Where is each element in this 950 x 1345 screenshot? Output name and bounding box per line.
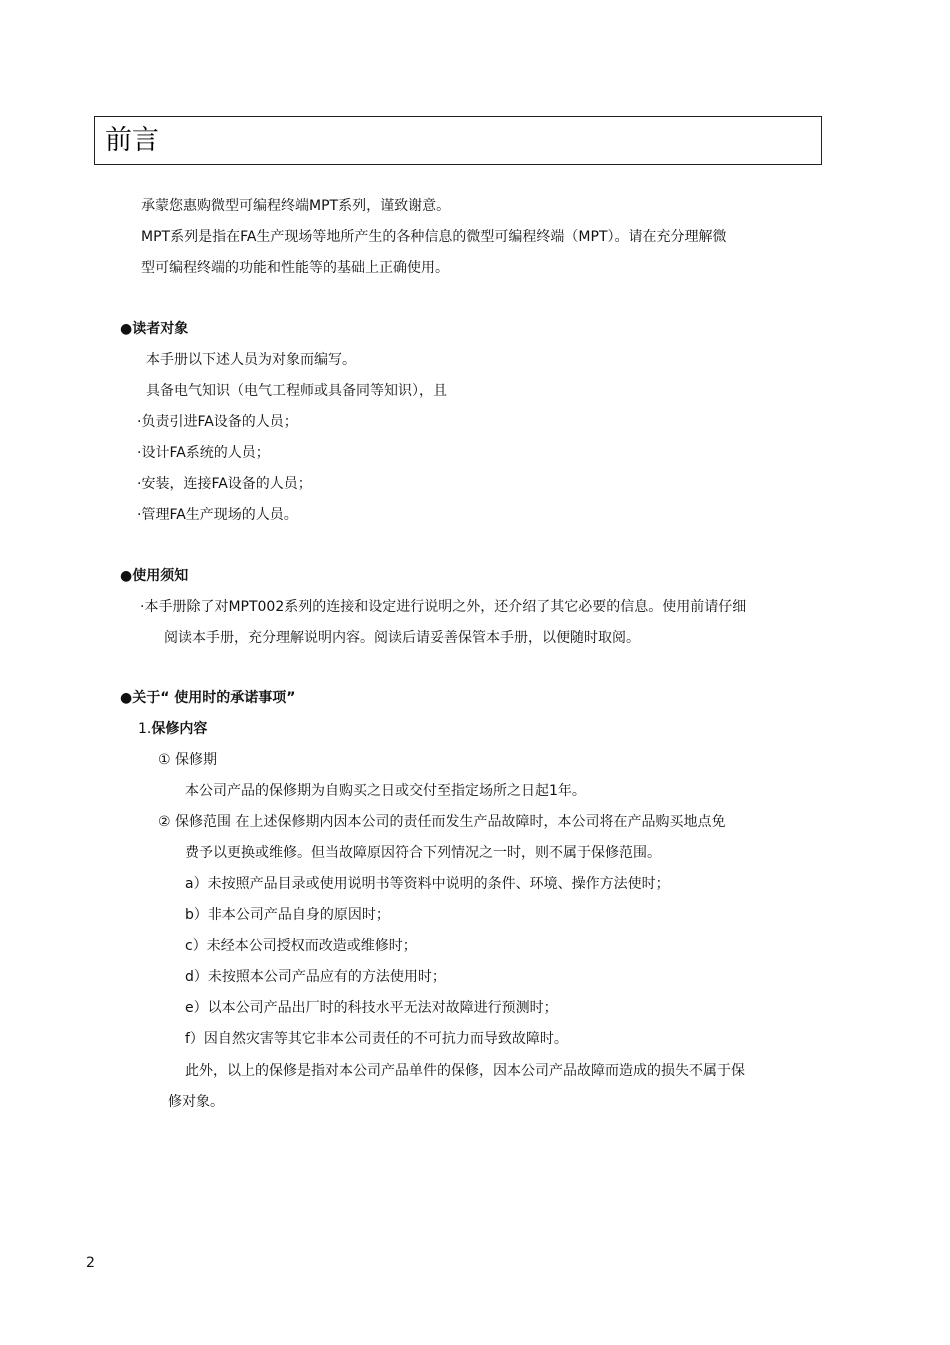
readers-line-2: 具备电气知识（电气工程师或具备同等知识），且 (146, 383, 447, 399)
title-box (94, 116, 822, 165)
usage-line-1: ·本手册除了对MPT002系列的连接和设定进行说明之外，还介绍了其它必要的信息。使用前请仔细 (140, 599, 747, 615)
warranty-period-heading: ① 保修期 (158, 752, 218, 768)
readers-line-1: 本手册以下述人员为对象而编写。 (146, 352, 356, 368)
intro-paragraph-1: 承蒙您惠购微型可编程终端MPT系列，谨致谢意。 (141, 198, 451, 214)
intro-paragraph-2-line-2: 型可编程终端的功能和性能等的基础上正确使用。 (141, 260, 449, 276)
warranty-note-line-2: 修对象。 (168, 1094, 224, 1110)
readers-list-item: ·安装，连接FA设备的人员； (137, 476, 312, 492)
warranty-condition-item: e）以本公司产品出厂时的科技水平无法对故障进行预测时； (185, 1000, 558, 1016)
readers-heading: ●读者对象 (120, 321, 189, 337)
warranty-condition-item: b）非本公司产品自身的原因时； (185, 907, 390, 923)
usage-line-2: 阅读本手册，充分理解说明内容。阅读后请妥善保管本手册，以便随时取阅。 (164, 630, 640, 646)
intro-paragraph-2-line-1: MPT系列是指在FA生产现场等地所产生的各种信息的微型可编程终端（MPT）。请在充分理解微 (141, 229, 727, 245)
page-title: 前言 (105, 125, 159, 156)
warranty-scope-line-2: 费予以更换或维修。但当故障原因符合下列情况之一时，则不属于保修范围。 (185, 845, 661, 861)
readers-list-item: ·设计FA系统的人员； (137, 445, 270, 461)
readers-list-item: ·负责引进FA设备的人员； (137, 414, 298, 430)
usage-heading: ●使用须知 (120, 568, 189, 584)
warranty-subheading (138, 720, 207, 738)
commitment-heading: ●关于“ 使用时的承诺事项” (120, 690, 296, 706)
warranty-condition-item: d）未按照本公司产品应有的方法使用时； (185, 969, 446, 985)
warranty-scope-line-1: ② 保修范围 在上述保修期内因本公司的责任而发生产品故障时，本公司将在产品购买地点免 (158, 814, 726, 830)
warranty-note-line-1: 此外，以上的保修是指对本公司产品单件的保修，因本公司产品故障而造成的损失不属于保 (185, 1063, 745, 1079)
page-number: 2 (86, 1255, 95, 1271)
warranty-subheading-number: 1. (138, 721, 152, 737)
warranty-subheading-text: 保修内容 (151, 721, 208, 737)
warranty-condition-item: c）未经本公司授权而改造或维修时； (185, 938, 417, 954)
readers-list-item: ·管理FA生产现场的人员。 (137, 507, 298, 523)
warranty-condition-item: f）因自然灾害等其它非本公司责任的不可抗力而导致故障时。 (185, 1031, 568, 1047)
warranty-period-text: 本公司产品的保修期为自购买之日或交付至指定场所之日起1年。 (185, 783, 586, 799)
warranty-condition-item: a）未按照产品目录或使用说明书等资料中说明的条件、环境、操作方法使时； (185, 876, 670, 892)
